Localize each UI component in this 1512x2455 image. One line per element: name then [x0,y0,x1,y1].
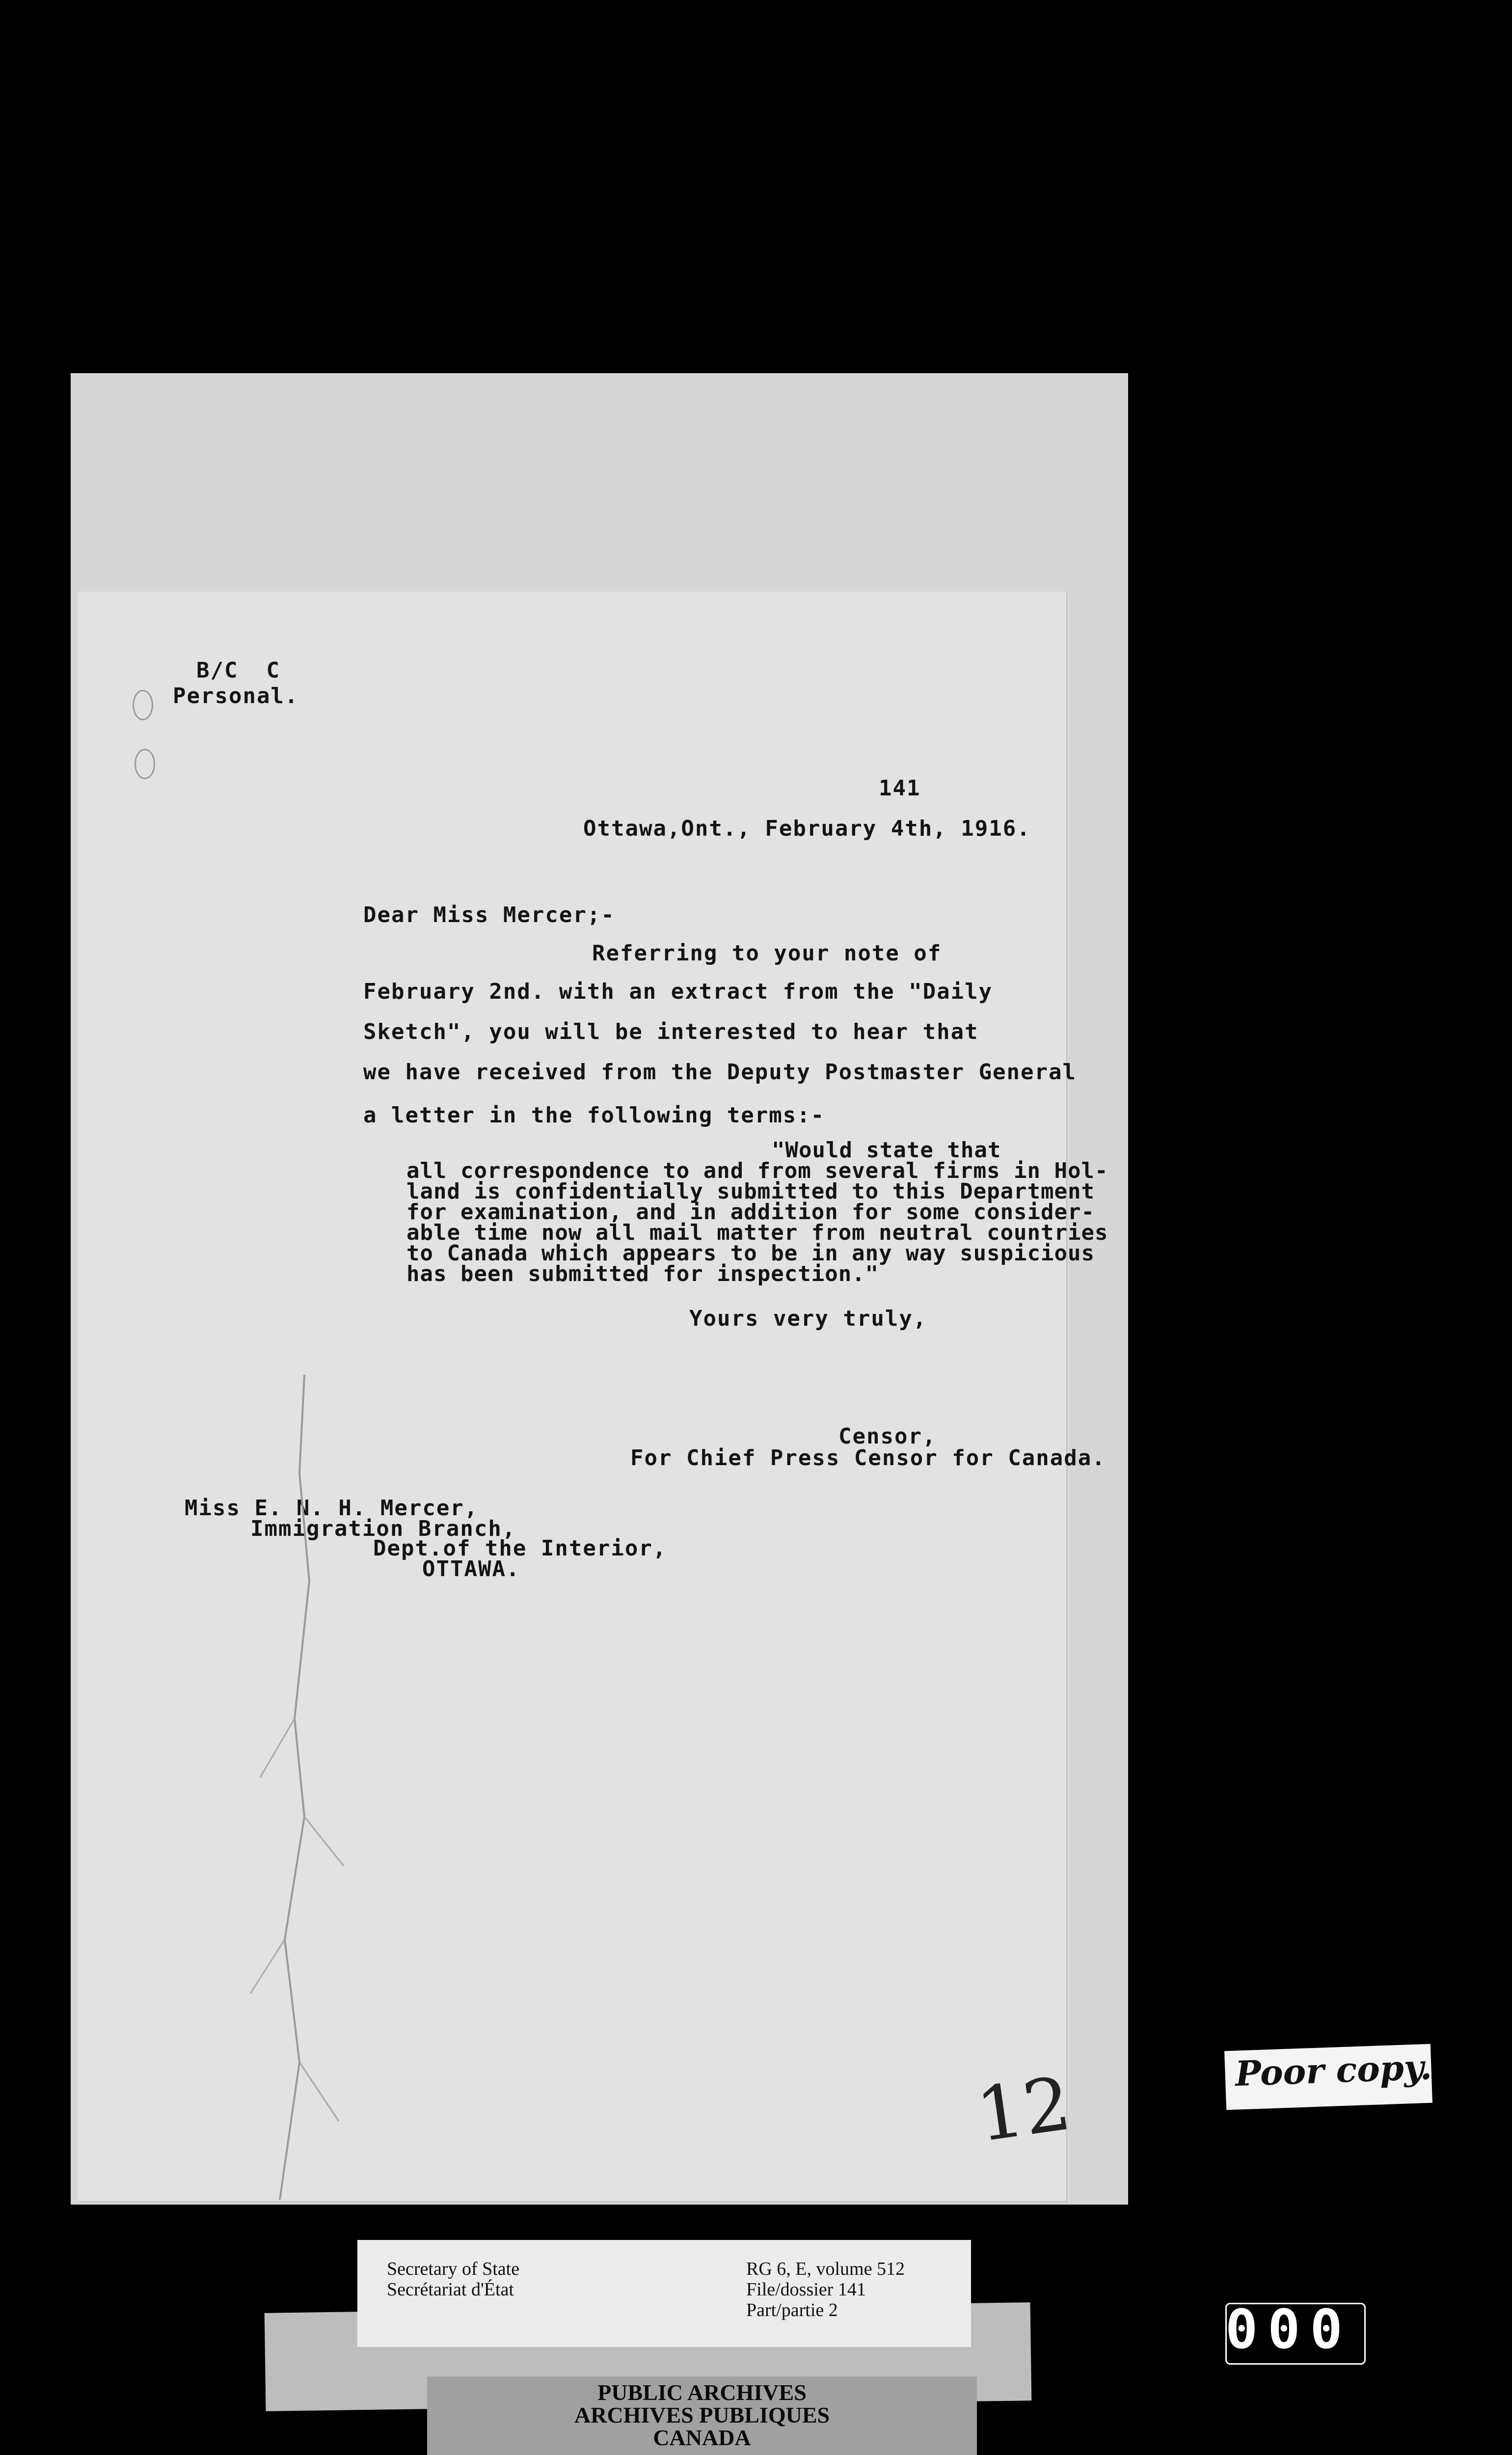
handwritten-note-text: Poor copy. [1234,2046,1432,2094]
salutation: Dear Miss Mercer;- [363,902,615,927]
addressee-line: OTTAWA. [422,1556,520,1582]
body-line: Sketch", you will be interested to hear that [363,1019,979,1044]
archive-stamp-line: CANADA [653,2425,751,2450]
frame-counter: 000 [1225,2298,1352,2361]
archive-stamp-line: PUBLIC ARCHIVES [597,2380,807,2405]
department-fr: Secrétariat d'État [387,2279,514,2300]
addressee-line: Dept.of the Interior, [373,1536,667,1561]
punch-hole [135,749,155,779]
body-line: a letter in the following terms:- [363,1103,825,1128]
closing: Yours very truly, [689,1306,927,1331]
quote-line: land is confidentially submitted to this Department [406,1179,1095,1204]
quote-line: has been submitted for inspection." [406,1261,879,1286]
part-number: Part/partie 2 [746,2300,838,2320]
signature-for: For Chief Press Censor for Canada. [630,1446,1106,1471]
body-line: Referring to your note of [592,941,942,966]
department-en: Secretary of State [387,2259,520,2279]
handwritten-page-number: 12 [971,2061,1077,2159]
quote-line: for examination, and in addition for some consider- [406,1200,1095,1225]
file-reference: B/C C [196,658,280,683]
place-date: Ottawa,Ont., February 4th, 1916. [583,816,1031,841]
archive-stamp-line: ARCHIVES PUBLIQUES [574,2402,830,2428]
punch-hole [133,690,153,720]
addressee-line: Miss E. N. H. Mercer, [185,1496,479,1521]
personal-marking: Personal. [173,683,299,709]
record-group: RG 6, E, volume 512 [746,2259,905,2279]
paper-crease [231,1375,368,2200]
page-number: 141 [879,776,921,801]
body-line: February 2nd. with an extract from the "Daily [363,979,993,1004]
signature-title: Censor, [838,1424,937,1449]
archive-stamp [427,2381,977,2449]
file-number: File/dossier 141 [746,2279,866,2300]
quote-line: "Would state that [772,1138,1001,1163]
quote-line: able time now all mail matter from neutral countries [406,1220,1108,1245]
quote-line: all correspondence to and from several firms in Hol- [406,1158,1108,1183]
quote-line: to Canada which appears to be in any way suspicious [406,1241,1095,1266]
body-line: we have received from the Deputy Postmaster General [363,1060,1077,1085]
addressee-line: Immigration Branch, [250,1516,516,1541]
